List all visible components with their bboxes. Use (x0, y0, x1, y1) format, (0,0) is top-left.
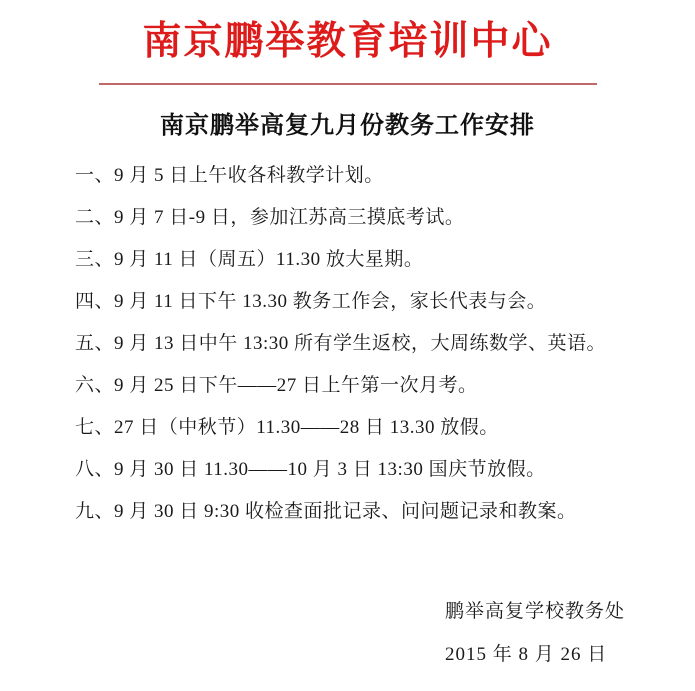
schedule-item-3: 三、9 月 11 日（周五）11.30 放大星期。 (75, 249, 424, 270)
schedule-list (75, 166, 655, 522)
signature-date: 2015 年 8 月 26 日 (444, 644, 608, 665)
signature-org: 鹏举高复学校教务处 (444, 601, 625, 622)
schedule-item-8: 八、9 月 30 日 11.30——10 月 3 日 13:30 国庆节放假。 (75, 459, 546, 480)
schedule-item-2: 二、9 月 7 日-9 日，参加江苏高三摸底考试。 (75, 207, 465, 228)
schedule-item-1: 一、9 月 5 日上午收各科教学计划。 (75, 165, 384, 186)
document-title: 南京鹏举高复九月份教务工作安排 (160, 113, 535, 139)
schedule-item-5: 五、9 月 13 日中午 13:30 所有学生返校，大周练数学、英语。 (75, 333, 607, 354)
schedule-item-9: 九、9 月 30 日 9:30 收检查面批记录、问问题记录和教案。 (75, 501, 577, 522)
schedule-item-7: 七、27 日（中秋节）11.30——28 日 13.30 放假。 (75, 417, 499, 438)
org-title: 南京鹏举教育培训中心 (142, 19, 553, 64)
schedule-item-4: 四、9 月 11 日下午 13.30 教务工作会，家长代表与会。 (75, 291, 547, 312)
schedule-item-6: 六、9 月 25 日下午——27 日上午第一次月考。 (75, 375, 478, 396)
signature-block (445, 601, 625, 666)
header-divider (99, 83, 597, 85)
